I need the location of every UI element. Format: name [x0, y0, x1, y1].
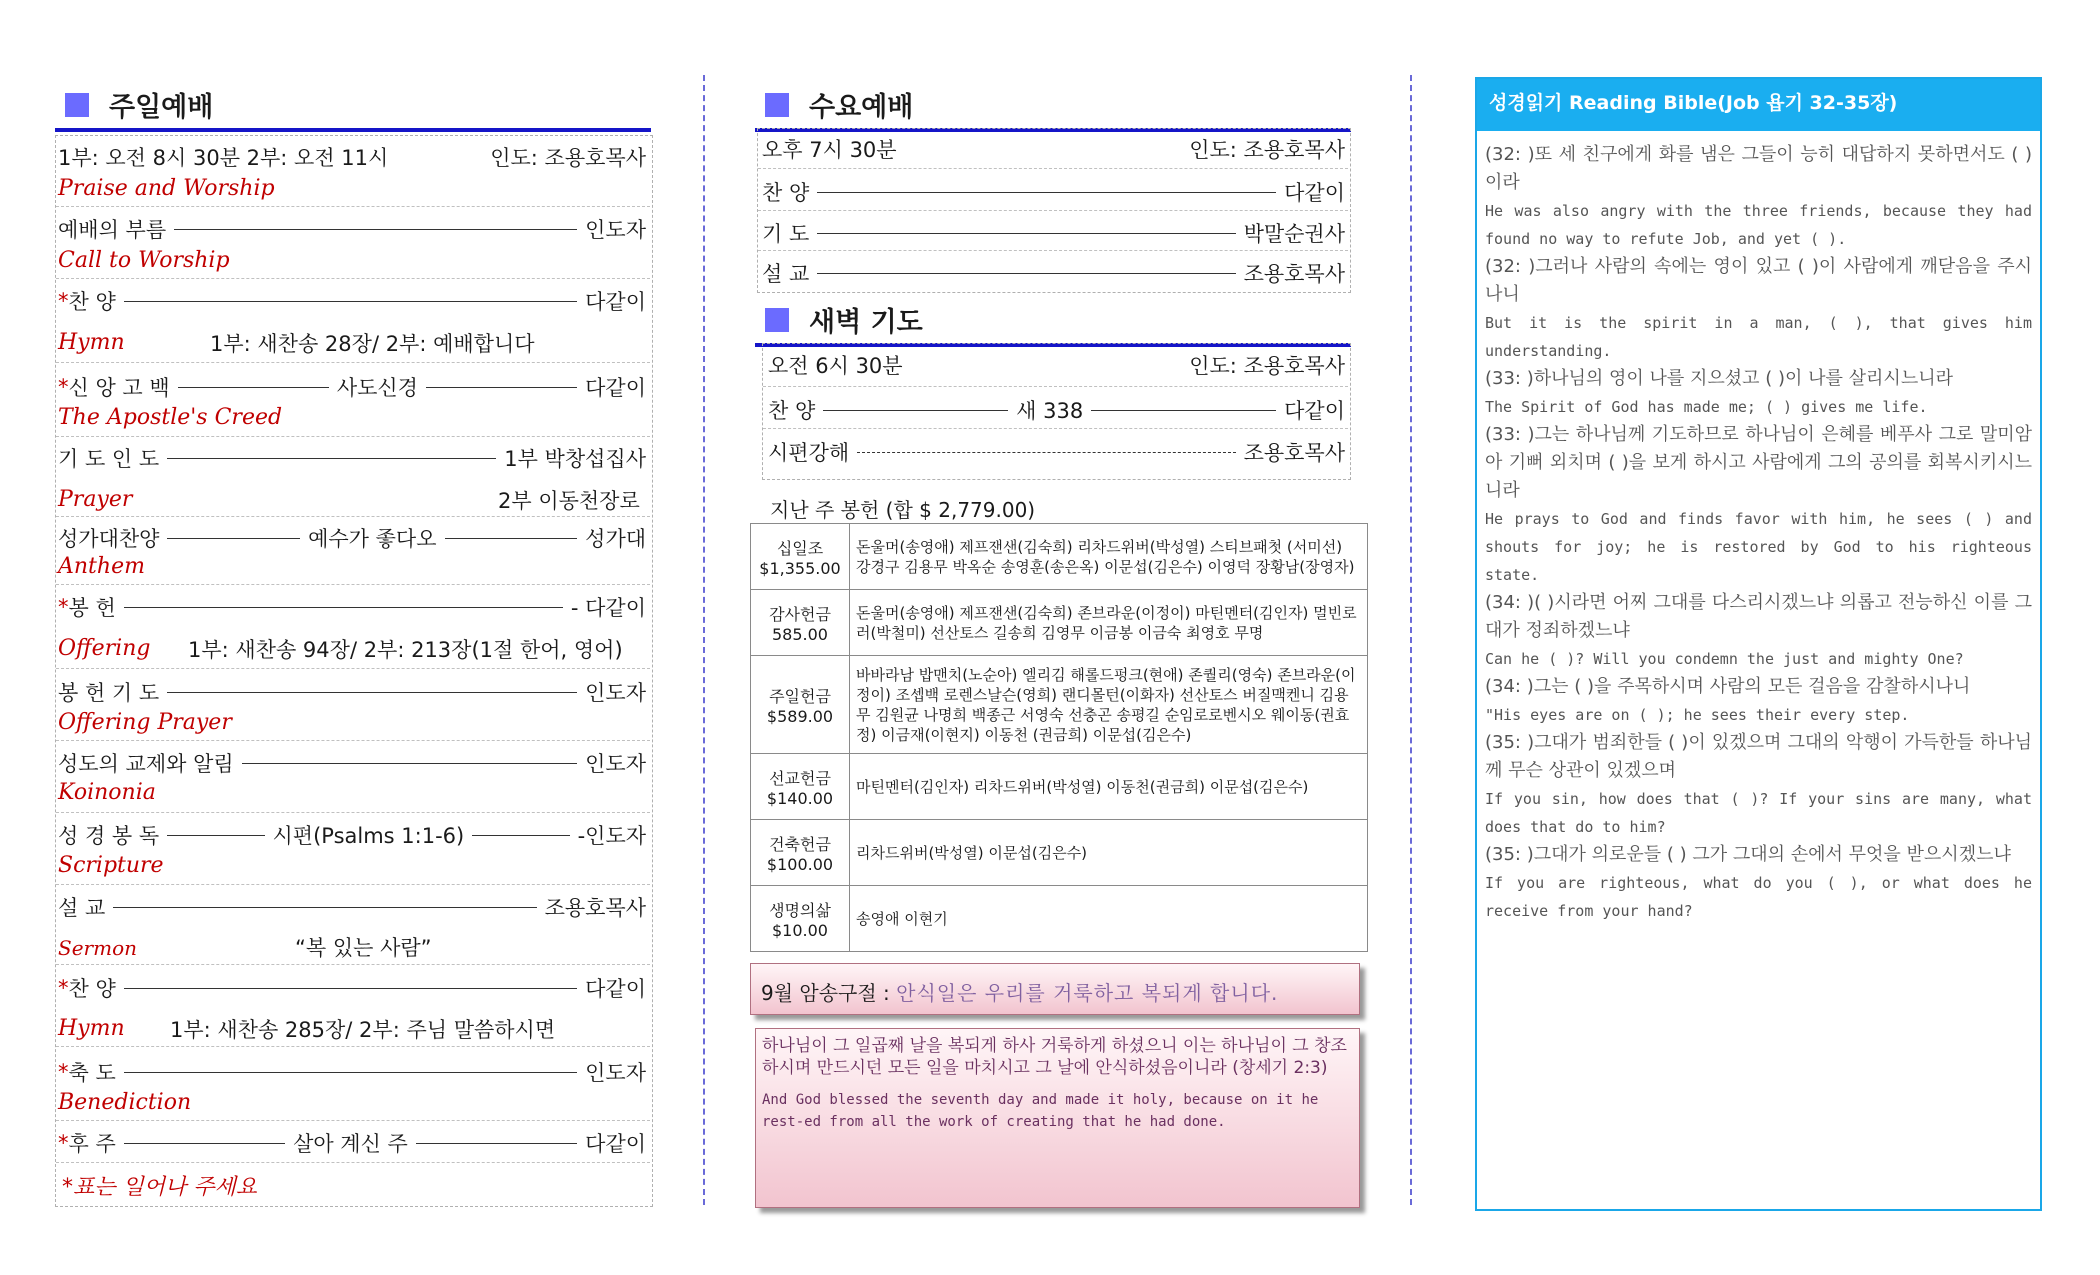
wednesday-service-title: 수요예배: [809, 92, 914, 123]
offering-row: [751, 656, 1368, 754]
offering-end: - 다같이: [570, 596, 646, 620]
row-divider: [56, 1120, 650, 1121]
hymn2-label: 찬 양: [68, 977, 116, 1001]
bible-verse-english: "His eyes are on ( ); he sees their every step.: [1485, 706, 1910, 724]
offering-row: [751, 590, 1368, 656]
wednesday-leader: 인도: 조용호목사: [1189, 138, 1345, 162]
wednesday-service-heading: [755, 85, 1351, 132]
offering-label: 봉 헌: [68, 596, 116, 620]
service-times: 1부: 오전 8시 30분 2부: 오전 11시: [58, 146, 389, 170]
wednesday-prayer-end: 박말순권사: [1243, 222, 1345, 246]
service-leader: 인도: 조용호목사: [490, 146, 646, 170]
offerings-heading: 지난 주 봉헌 (합 $ 2,779.00): [770, 494, 1035, 524]
offering-amount: $1,355.00: [759, 558, 841, 578]
standing-mark: *: [58, 375, 69, 399]
memory-passage-english: And God blessed the seventh day and made it holy, because on it he rest-ed from all the work of creating that he had done.: [762, 1092, 1319, 1130]
offering-row: [751, 524, 1368, 590]
dawn-time-row: [768, 350, 1345, 380]
leader-line: [124, 1143, 285, 1144]
dawn-hymn-mid: 새 338: [1016, 399, 1084, 423]
leader-line: [124, 607, 563, 608]
offering-category: [751, 886, 850, 952]
row-divider: [56, 1046, 650, 1047]
offering-row: [58, 592, 646, 622]
creed-mid: 사도신경: [336, 376, 418, 400]
dawn-hymn-label: 찬 양: [768, 399, 816, 423]
offering-category-name: 생명의삶: [769, 900, 831, 920]
bible-verse-english: If you sin, how does that ( )? If your sins are many, what does that do to him?: [1485, 790, 2032, 836]
offerings-table: [750, 523, 1368, 952]
leader-line: [426, 387, 577, 388]
offering-names: 리차드위버(박성열) 이문섭(김은수): [850, 820, 1368, 886]
leader-line: [823, 410, 1008, 411]
row-divider: [758, 168, 1348, 169]
leader-line: [167, 692, 577, 693]
offering-category: [751, 754, 850, 820]
bible-reading-body: [1477, 131, 2040, 925]
row-divider: [763, 386, 1348, 387]
row-divider: [763, 428, 1348, 429]
prayer-end: 1부 박창섭집사: [504, 447, 646, 471]
sunday-service-heading: [55, 85, 651, 132]
dawn-hymn-end: 다같이: [1284, 399, 1345, 423]
column-divider-1: [703, 75, 705, 1205]
bible-verse-english: The Spirit of God has made me; ( ) gives me life.: [1485, 398, 1928, 416]
hymn1-english: Hymn: [58, 330, 125, 355]
offering-names: 돈울머(송영애) 제프잰샌(김숙희) 리차드위버(박성열) 스티브패첫 (서미선) 강경구 김용무 박옥순 송영훈(송은옥) 이문섭(김은수) 이영덕 장황남(장영자): [850, 524, 1368, 590]
row-divider: [56, 1162, 650, 1163]
row-divider: [758, 250, 1348, 251]
wednesday-time-row: [762, 134, 1345, 164]
row-divider: [56, 884, 650, 885]
row-divider: [56, 436, 650, 437]
bible-verse-english: But it is the spirit in a man, ( ), that gives him understanding.: [1485, 314, 2032, 360]
bible-verse-english: He prays to God and finds favor with him, he sees ( ) and shouts for joy; he is restored by God to his righteous state.: [1485, 510, 2032, 584]
row-divider: [56, 362, 650, 363]
koinonia-label: 성도의 교제와 알림: [58, 752, 234, 776]
bible-verse-korean: (32: )또 세 친구에게 화를 냄은 그들이 능히 대답하지 못하면서도 ( )이라: [1485, 144, 2032, 193]
sermon-row: [58, 892, 646, 922]
leader-line: [817, 233, 1235, 234]
dawn-psalm-end: 조용호목사: [1243, 441, 1345, 465]
postlude-label: 후 주: [68, 1132, 116, 1156]
offering-amount: $140.00: [766, 788, 834, 808]
sunday-times-row: [58, 142, 646, 172]
call-end: 인도자: [585, 218, 646, 242]
hymn2-english: Hymn: [58, 1016, 125, 1041]
offering-names: 마틴멘터(김인자) 리차드위버(박성열) 이동천(권금희) 이문섭(김은수): [850, 754, 1368, 820]
row-divider: [56, 516, 650, 517]
memory-passage-korean: 하나님이 그 일곱째 날을 복되게 하사 거룩하게 하셨으니 이는 하나님이 그 창조하시며 만드시던 모든 일을 마치시고 그 날에 안식하셨음이니라 (창세기 2:3): [762, 1036, 1347, 1078]
leader-line: [113, 907, 536, 908]
call-to-worship-row: [58, 214, 646, 244]
wednesday-hymn-label: 찬 양: [762, 181, 810, 205]
postlude-mid: 살아 계신 주: [293, 1132, 408, 1156]
column-divider-2: [1410, 75, 1412, 1205]
leader-line: [124, 1072, 577, 1073]
benediction-english: Benediction: [58, 1090, 192, 1115]
sermon-end: 조용호목사: [544, 896, 646, 920]
hymn1-end: 다같이: [585, 290, 646, 314]
prayer-label: 기 도 인 도: [58, 447, 160, 471]
leader-line: [817, 273, 1235, 274]
sermon-label: 설 교: [58, 896, 106, 920]
leader-line: [178, 387, 329, 388]
wednesday-prayer-row: [762, 218, 1345, 248]
row-divider: [56, 740, 650, 741]
offering-amount: $100.00: [766, 854, 834, 874]
offering-prayer-end: 인도자: [585, 681, 646, 705]
leader-line: [857, 452, 1235, 453]
bible-verse-korean: (35: )그대가 범죄한들 ( )이 있겠으며 그대의 악행이 가득한들 하나님께 무슨 상관이 있겠으며: [1485, 732, 2032, 781]
anthem-row: [58, 523, 646, 553]
bible-verse-english: He was also angry with the three friends, because they had found no way to refute Job, and yet ( ).: [1485, 202, 2032, 248]
hymn1-row: [58, 286, 646, 316]
sunday-service-title: 주일예배: [109, 92, 214, 123]
offering-category-name: 선교헌금: [769, 768, 831, 788]
offering-category-name: 십일조: [776, 538, 824, 558]
row-divider: [56, 964, 650, 965]
anthem-end: 성가대: [585, 527, 647, 551]
standing-mark: *: [58, 1131, 69, 1155]
wednesday-sermon-row: [762, 258, 1345, 288]
bible-verse-english: Can he ( )? Will you condemn the just and mighty One?: [1485, 650, 1964, 668]
call-label: 예배의 부름: [58, 218, 167, 242]
offering-row: [751, 754, 1368, 820]
call-english: Call to Worship: [58, 248, 230, 273]
dawn-time: 오전 6시 30분: [768, 354, 903, 378]
leader-line: [167, 835, 264, 836]
wednesday-prayer-label: 기 도: [762, 222, 810, 246]
hymn1-detail: 1부: 새찬송 28장/ 2부: 예배합니다: [210, 332, 535, 356]
standing-mark: *: [58, 976, 69, 1000]
postlude-row: [58, 1128, 646, 1158]
dawn-psalm-row: [768, 437, 1345, 467]
offering-category-name: 건축헌금: [769, 834, 831, 854]
benediction-end: 인도자: [585, 1061, 646, 1085]
offering-row: [751, 820, 1368, 886]
offering-row: [751, 886, 1368, 952]
dawn-psalm-label: 시편강해: [768, 441, 850, 465]
row-divider: [56, 584, 650, 585]
anthem-mid: 예수가 좋다오: [308, 527, 437, 551]
bible-reading-panel: [1475, 77, 2042, 1211]
offering-prayer-row: [58, 677, 646, 707]
leader-line: [416, 1143, 577, 1144]
offering-names: 돈울머(송영애) 제프잰샌(김숙희) 존브라운(이정이) 마틴멘터(김인자) 멀빈로러(박철미) 선산토스 길송희 김영무 이금봉 이금숙 최영호 무명: [850, 590, 1368, 656]
memory-verse-label: 9월 암송구절 :: [761, 981, 897, 1005]
creed-end: 다같이: [585, 376, 646, 400]
sermon-english: Sermon: [58, 936, 137, 960]
standing-mark: *: [58, 595, 69, 619]
offering-amount: $10.00: [772, 920, 828, 940]
row-divider: [56, 206, 650, 207]
offering-prayer-label: 봉 헌 기 도: [58, 681, 160, 705]
koinonia-row: [58, 748, 646, 778]
koinonia-english: Koinonia: [58, 780, 156, 805]
dawn-hymn-row: [768, 395, 1345, 425]
wednesday-time: 오후 7시 30분: [762, 138, 897, 162]
wednesday-sermon-end: 조용호목사: [1243, 262, 1345, 286]
wednesday-hymn-row: [762, 177, 1345, 207]
sermon-title: “복 있는 사람”: [295, 936, 432, 960]
scripture-label: 성 경 봉 독: [58, 824, 160, 848]
offering-category: [751, 820, 850, 886]
memory-passage-box: [755, 1028, 1360, 1208]
leader-line: [1091, 410, 1276, 411]
offering-category: [751, 656, 850, 754]
bible-verse-korean: (34: )( )시라면 어찌 그대를 다스리시겠느냐 의롭고 전능하신 이를 그대가 정죄하겠느냐: [1485, 592, 2032, 641]
bible-reading-title: 성경읽기 Reading Bible(Job 욥기 32-35장): [1477, 79, 2040, 131]
memory-verse-box: [750, 963, 1360, 1015]
dawn-prayer-title: 새벽 기도: [809, 307, 923, 338]
offering-amount: 585.00: [772, 624, 828, 644]
hymn2-detail: 1부: 새찬송 285장/ 2부: 주님 말씀하시면: [170, 1018, 556, 1042]
benediction-row: [58, 1057, 646, 1087]
hymn2-end: 다같이: [585, 977, 646, 1001]
row-divider: [56, 812, 650, 813]
praise-english: Praise and Worship: [58, 176, 275, 201]
offering-category: [751, 524, 850, 590]
anthem-english: Anthem: [58, 554, 145, 579]
koinonia-end: 인도자: [585, 752, 646, 776]
offering-names: 송영애 이현기: [850, 886, 1368, 952]
hymn1-label: 찬 양: [68, 290, 116, 314]
row-divider: [56, 278, 650, 279]
square-bullet-icon: [765, 308, 789, 332]
memory-verse-text: 안식일은 우리를 거룩하고 복되게 합니다.: [896, 981, 1279, 1005]
standing-mark: *: [58, 1060, 69, 1084]
square-bullet-icon: [765, 93, 789, 117]
anthem-label: 성가대찬양: [58, 527, 160, 551]
prayer-english: Prayer: [58, 487, 133, 512]
dawn-prayer-heading: [755, 300, 1351, 347]
leader-line: [242, 763, 578, 764]
wednesday-sermon-label: 설 교: [762, 262, 810, 286]
bible-verse-korean: (33: )하나님의 영이 나를 지으셨고 ( )이 나를 살리시느니라: [1485, 368, 1953, 389]
dawn-leader: 인도: 조용호목사: [1189, 354, 1345, 378]
offering-prayer-english: Offering Prayer: [58, 710, 232, 735]
offering-english: Offering: [58, 636, 151, 661]
row-divider: [758, 210, 1348, 211]
leader-line: [174, 229, 577, 230]
leader-line: [124, 301, 577, 302]
leader-line: [445, 538, 578, 539]
offering-amount: $589.00: [766, 706, 834, 726]
leader-line: [167, 538, 300, 539]
offering-category-name: 감사헌금: [769, 604, 831, 624]
leader-line: [472, 835, 569, 836]
offering-detail: 1부: 새찬송 94장/ 2부: 213장(1절 한어, 영어): [188, 638, 623, 662]
standing-mark: *: [58, 289, 69, 313]
row-divider: [56, 668, 650, 669]
creed-label: 신 앙 고 백: [68, 376, 170, 400]
bible-verse-korean: (35: )그대가 의로운들 ( ) 그가 그대의 손에서 무엇을 받으시겠느냐: [1485, 844, 2011, 865]
creed-row: [58, 372, 646, 402]
standing-note: *표는 일어나 주세요: [62, 1175, 258, 1200]
leader-line: [167, 458, 496, 459]
postlude-end: 다같이: [585, 1132, 647, 1156]
scripture-row: [58, 820, 646, 850]
offering-category-name: 주일헌금: [769, 686, 831, 706]
bible-verse-korean: (34: )그는 ( )을 주목하시며 사람의 모든 걸음을 감찰하시나니: [1485, 676, 1971, 697]
leader-line: [817, 192, 1276, 193]
scripture-english: Scripture: [58, 853, 164, 878]
wednesday-hymn-end: 다같이: [1284, 181, 1345, 205]
bible-verse-korean: (33: )그는 하나님께 기도하므로 하나님이 은혜를 베푸사 그로 말미암아 기뻐 외치며 ( )을 보게 하시고 사람에게 그의 공의를 회복시키시느니라: [1485, 424, 2032, 501]
scripture-end: -인도자: [577, 824, 647, 848]
prayer-row: [58, 443, 646, 473]
benediction-label: 축 도: [68, 1061, 116, 1085]
offering-category: [751, 590, 850, 656]
scripture-mid: 시편(Psalms 1:1-6): [272, 824, 465, 848]
bible-verse-korean: (32: )그러나 사람의 속에는 영이 있고 ( )이 사람에게 깨닫음을 주시나니: [1485, 256, 2032, 305]
bible-verse-english: If you are righteous, what do you ( ), or what does he receive from your hand?: [1485, 874, 2032, 920]
square-bullet-icon: [65, 93, 89, 117]
hymn2-row: [58, 973, 646, 1003]
offering-names: 바바라남 밥맨치(노순아) 엘리김 해롤드펑크(현애) 존퀄리(영숙) 존브라운(이정이) 조셉백 로렌스날슨(영희) 랜디몰턴(이화자) 선산토스 버질맥켄니 김용무 김원균 나명희 백종근 서영숙 선충곤 송평길 순임로로벤시오 웨이동(권효정) 이금재(이현지) 이동천 (권금희) 이문섭(김은수): [850, 656, 1368, 754]
leader-line: [124, 988, 577, 989]
prayer-second: 2부 이동천장로: [498, 489, 640, 513]
creed-english: The Apostle's Creed: [58, 405, 283, 430]
